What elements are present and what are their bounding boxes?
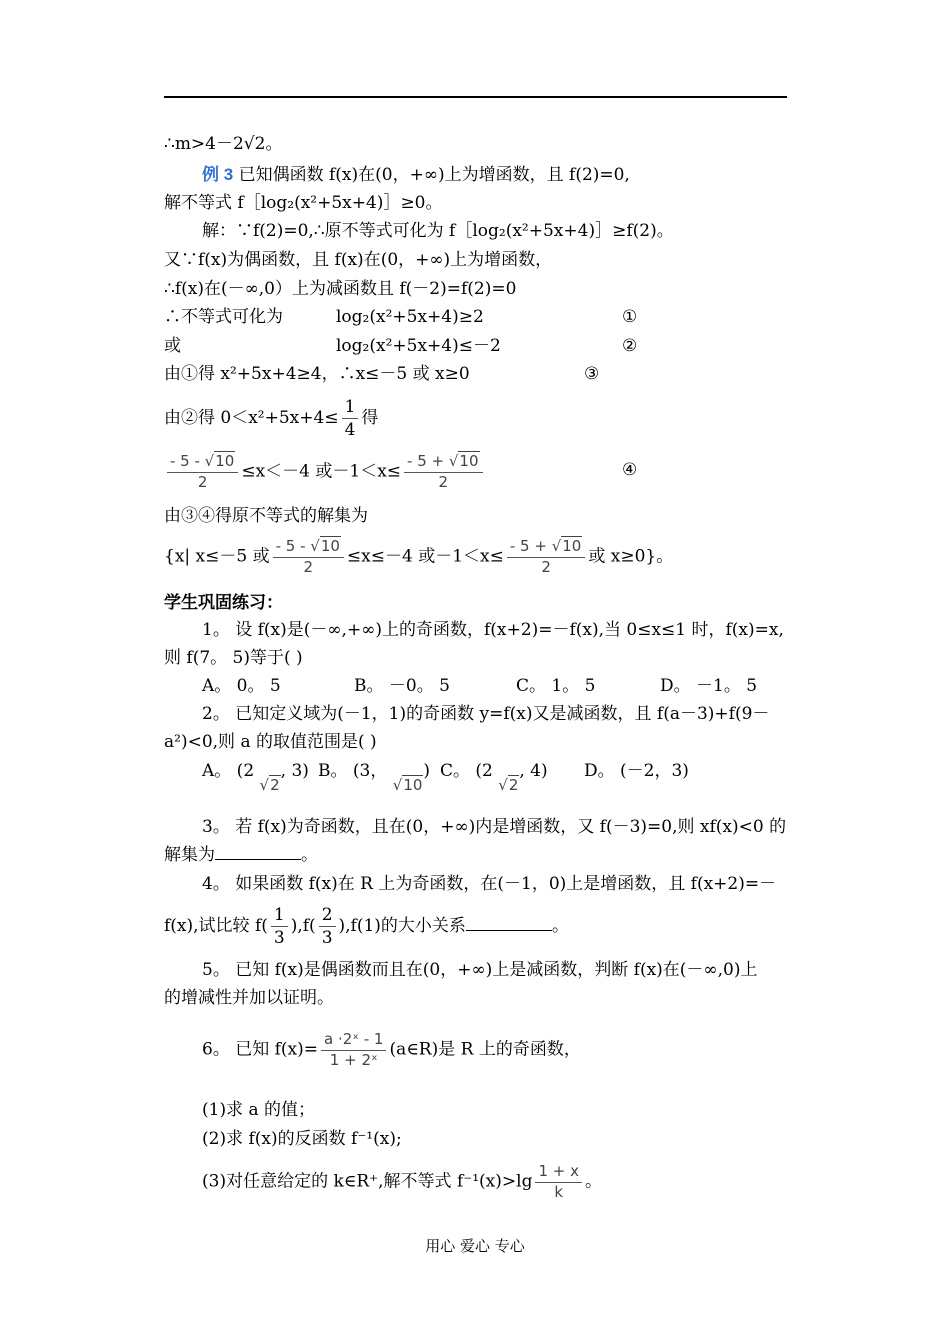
numerator: - 5 - √10 bbox=[167, 452, 238, 473]
set-end: 或 x≥0}。 bbox=[588, 546, 674, 567]
fraction-lower-root bbox=[167, 452, 238, 492]
function-fraction bbox=[321, 1030, 386, 1070]
circle-4: ④ bbox=[622, 460, 638, 480]
circle-2: ② bbox=[622, 336, 638, 356]
q4-end: 。 bbox=[551, 916, 569, 937]
question-2-line2: a²)<0,则 a 的取值范围是( ) bbox=[164, 732, 377, 752]
question-6-part-2: (2)求 f(x)的反函数 f⁻¹(x); bbox=[202, 1129, 402, 1149]
question-2-option-d[interactable]: D。 (－2，3) bbox=[584, 761, 689, 781]
q6-text-1: 6。 已知 f(x)= bbox=[202, 1039, 319, 1060]
circle-1: ① bbox=[622, 307, 638, 327]
fraction-two-thirds bbox=[319, 904, 336, 949]
radicand: 2 bbox=[508, 776, 519, 794]
q4-text-1: f(x),试比较 f( bbox=[164, 916, 268, 937]
fraction-upper-root bbox=[404, 452, 482, 492]
example-text: 已知偶函数 f(x)在(0，+∞)上为增函数，且 f(2)=0, bbox=[238, 165, 630, 185]
question-2-option-a[interactable] bbox=[202, 761, 309, 794]
denominator: 2 bbox=[541, 557, 551, 576]
q6-3-text: (3)对任意给定的 k∈R⁺,解不等式 f⁻¹(x)>lg bbox=[202, 1171, 533, 1192]
denominator: 2 bbox=[303, 557, 314, 576]
header-rule bbox=[164, 96, 787, 98]
question-5-line1: 5。 已知 f(x)是偶函数而且在(0，+∞)上是减函数，判断 f(x)在(－∞,0)上 bbox=[202, 960, 758, 980]
log-fraction bbox=[535, 1162, 582, 1202]
line-m-bound: ∴m>4－2√2。 bbox=[164, 134, 283, 154]
option-a-prefix: A。 (2 bbox=[202, 761, 255, 781]
numerator: - 5 + √10 bbox=[507, 537, 585, 558]
solution-line-6: 由①得 x²+5x+4≥4，∴x≤－5 或 x≥0 bbox=[164, 364, 470, 384]
denominator: 3 bbox=[321, 928, 333, 949]
solution-line-8 bbox=[164, 452, 486, 492]
sqrt2-icon: √2 bbox=[498, 776, 519, 794]
radicand: 10 bbox=[459, 452, 479, 470]
q6-text-2: (a∈R)是 R 上的奇函数， bbox=[389, 1039, 581, 1060]
q3-text: 解集为 bbox=[164, 845, 215, 865]
question-1-option-a[interactable]: A。 0。 5 bbox=[202, 676, 281, 696]
fraction-one-fourth bbox=[342, 396, 359, 441]
example-label: 例 3 bbox=[202, 165, 234, 184]
solution-set bbox=[164, 537, 673, 577]
question-3-line2 bbox=[164, 847, 318, 864]
option-b-suffix: ) bbox=[423, 761, 431, 781]
radicand: 10 bbox=[403, 776, 423, 794]
radicand: 2 bbox=[270, 776, 280, 794]
radicand: 10 bbox=[320, 537, 340, 555]
option-c-prefix: C。 (2 bbox=[440, 761, 493, 781]
page-footer: 用心 爱心 专心 bbox=[425, 1237, 525, 1255]
example-3 bbox=[202, 166, 630, 184]
line-8-mid: ≤x＜－4 或－1＜x≤ bbox=[241, 461, 402, 482]
solution-line-4: ∴不等式可化为 bbox=[164, 307, 283, 327]
line-7-text: 由②得 0＜x²+5x+4≤ bbox=[164, 408, 339, 429]
q4-text-2: ),f( bbox=[290, 916, 316, 937]
option-a-suffix: , 3) bbox=[280, 761, 309, 781]
fraction-one-third bbox=[271, 904, 288, 949]
option-b-prefix: B。 (3， bbox=[318, 761, 388, 781]
denominator: 1 + 2ˣ bbox=[329, 1050, 378, 1069]
q3-end: 。 bbox=[301, 845, 318, 865]
question-2-line1: 2。 已知定义域为(－1，1)的奇函数 y=f(x)又是减函数，且 f(a－3)+f(9－ bbox=[202, 704, 770, 724]
section-heading: 学生巩固练习： bbox=[164, 593, 283, 612]
solution-line-1: 解：∵f(2)=0,∴原不等式可化为 f［log₂(x²+5x+4)］≥f(2)。 bbox=[202, 221, 674, 241]
question-6-part-1: (1)求 a 的值； bbox=[202, 1100, 316, 1120]
question-1-line1: 1。 设 f(x)是(－∞,+∞)上的奇函数，f(x+2)=－f(x),当 0≤x≤1 时，f(x)=x, bbox=[202, 620, 784, 640]
set-mid: ≤x≤－4 或－1＜x≤ bbox=[346, 546, 504, 567]
inequality-1: log₂(x²+5x+4)≥2 bbox=[336, 307, 484, 327]
question-1-line2: 则 f(7。 5)等于( ) bbox=[164, 648, 303, 668]
solution-line-9: 由③④得原不等式的解集为 bbox=[164, 506, 368, 526]
denominator: 3 bbox=[273, 928, 285, 949]
question-6-part-3 bbox=[202, 1162, 602, 1202]
question-4-line2 bbox=[164, 904, 569, 949]
inequality-2: log₂(x²+5x+4)≤－2 bbox=[336, 336, 501, 356]
denominator: 2 bbox=[197, 472, 208, 491]
sqrt10-icon: √10 bbox=[392, 776, 423, 794]
denominator: k bbox=[554, 1182, 564, 1201]
question-2-option-c[interactable] bbox=[440, 761, 548, 794]
question-1-option-b[interactable]: B。 －0。 5 bbox=[354, 676, 450, 696]
denominator: 2 bbox=[438, 472, 449, 491]
numerator: - 5 + √10 bbox=[404, 452, 482, 473]
question-5-line2: 的增减性并加以证明。 bbox=[164, 988, 334, 1008]
num-prefix: - 5 + bbox=[407, 452, 445, 470]
sqrt2-icon: √2 bbox=[259, 776, 280, 794]
solution-line-2: 又∵f(x)为偶函数，且 f(x)在(0，+∞)上为增函数， bbox=[164, 250, 553, 270]
answer-blank[interactable] bbox=[466, 930, 552, 931]
numerator: 2 bbox=[319, 904, 336, 927]
question-6 bbox=[202, 1030, 581, 1070]
set-start: {x| x≤－5 或 bbox=[164, 546, 270, 567]
question-3-line1: 3。 若 f(x)为奇函数，且在(0，+∞)内是增函数，又 f(－3)=0,则 xf(x)<0 的 bbox=[202, 817, 787, 837]
q6-3-end: 。 bbox=[584, 1171, 602, 1192]
circle-3: ③ bbox=[584, 364, 600, 384]
num-prefix: - 5 - bbox=[170, 452, 200, 470]
num-prefix: - 5 + bbox=[509, 537, 547, 555]
solution-line-3: ∴f(x)在(－∞,0）上为减函数且 f(－2)=f(2)=0 bbox=[164, 279, 517, 299]
radicand: 10 bbox=[562, 537, 582, 555]
numerator: 1 + x bbox=[535, 1162, 582, 1183]
numerator: a ·2ˣ - 1 bbox=[321, 1030, 386, 1051]
denominator: 4 bbox=[344, 420, 356, 441]
numerator: - 5 - √10 bbox=[273, 537, 344, 558]
numerator: 1 bbox=[271, 904, 288, 927]
solution-line-7 bbox=[164, 396, 378, 441]
fraction-lower-root bbox=[273, 537, 344, 577]
num-prefix: - 5 - bbox=[275, 537, 306, 555]
solution-line-5: 或 bbox=[164, 336, 181, 356]
option-c-suffix: , 4) bbox=[519, 761, 548, 781]
numerator: 1 bbox=[342, 396, 359, 419]
question-4-line1: 4。 如果函数 f(x)在 R 上为奇函数，在(－1，0)上是增函数，且 f(x+2)=－ bbox=[202, 874, 777, 894]
answer-blank[interactable] bbox=[215, 859, 301, 860]
fraction-upper-root bbox=[507, 537, 585, 577]
radicand: 10 bbox=[215, 452, 235, 470]
question-1-option-c[interactable]: C。 1。 5 bbox=[516, 676, 596, 696]
question-2-option-b[interactable] bbox=[318, 761, 431, 794]
line-7-end: 得 bbox=[361, 408, 379, 429]
question-1-option-d[interactable]: D。 －1。 5 bbox=[660, 676, 758, 696]
q4-text-3: ),f(1)的大小关系 bbox=[338, 916, 466, 937]
example-3-line2: 解不等式 f［log₂(x²+5x+4)］≥0。 bbox=[164, 193, 443, 213]
